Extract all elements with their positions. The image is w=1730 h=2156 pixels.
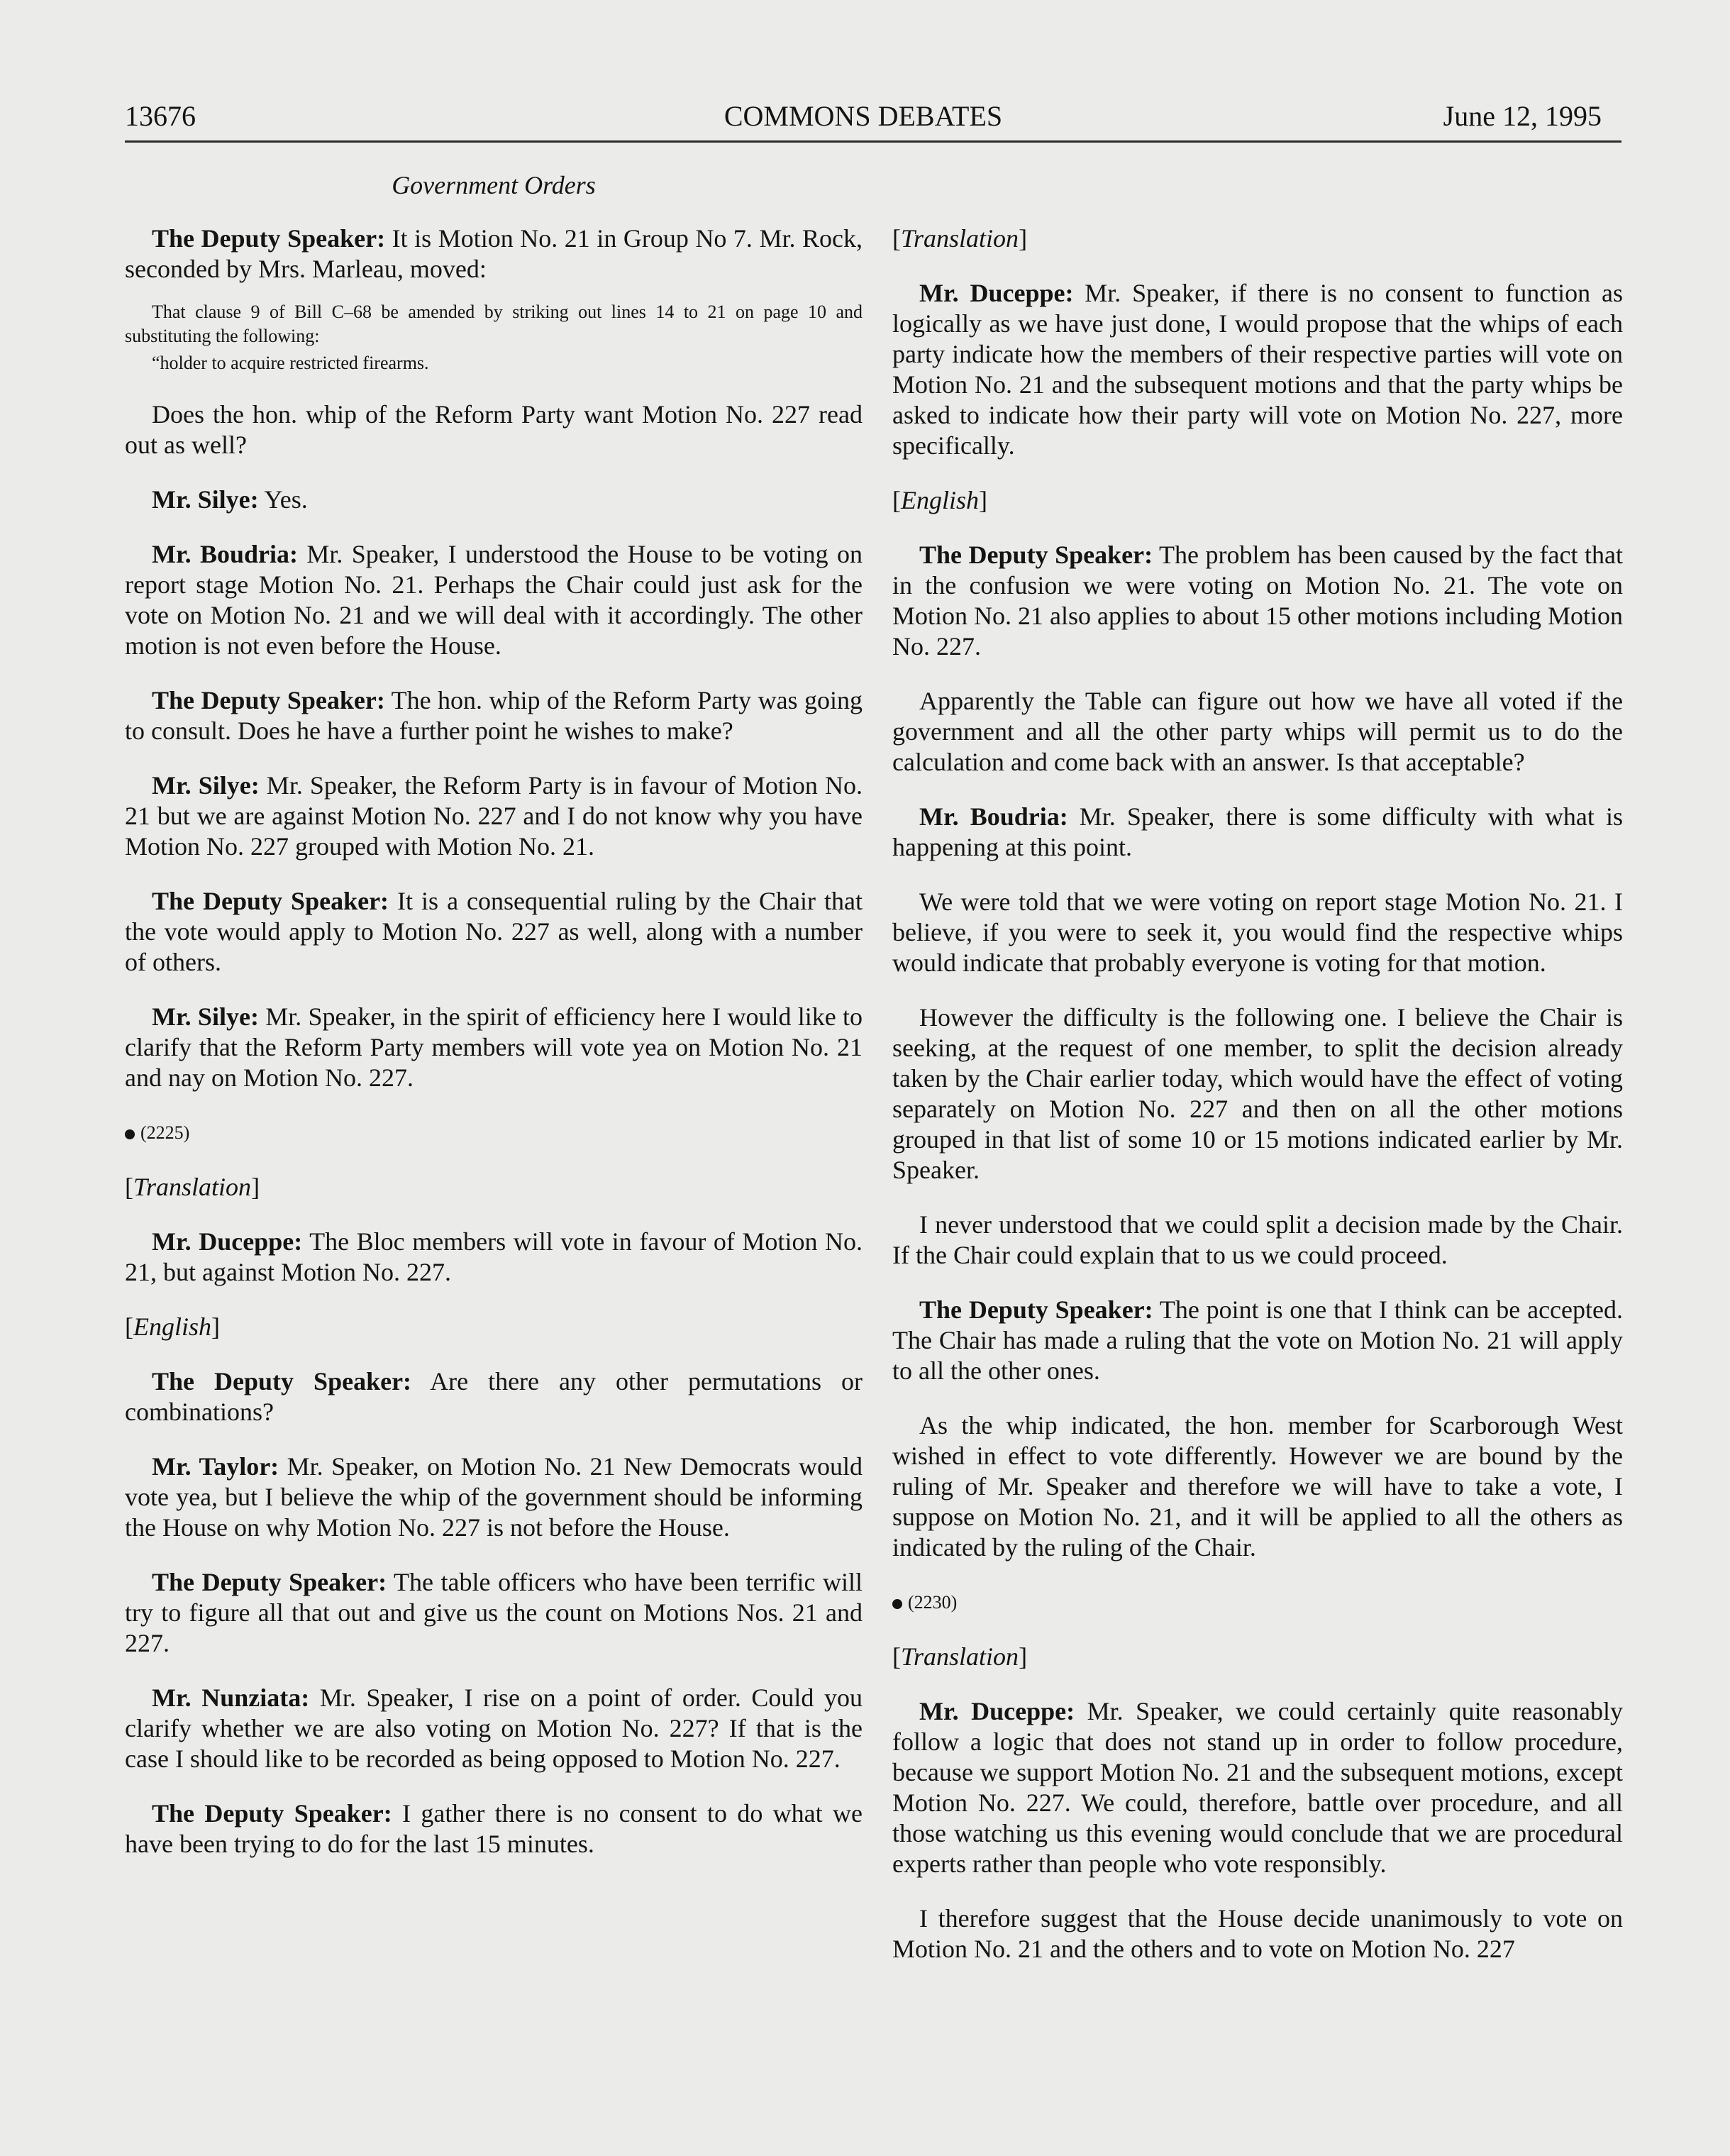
language-tag: [ Translation ]: [892, 1642, 1623, 1672]
speech-text: Mr. Speaker, if there is no consent to function as logically as we have just done, I would propose that the whips of each party indicate how the members of their respective parties will vote on Motion No. 21 and the subsequent motions and that the party whips be asked to indicate how their party will vote on Motion No. 227, more specifically.: [892, 279, 1623, 460]
speech-text: As the whip indicated, the hon. member for Scarborough West wished in effect to vote differently. However we are bound by the ruling of Mr. Speaker and therefore we will have to take a vote, I suppose on Motion No. 21, and it will be applied to all the others as indicated by the ruling of the Chair.: [892, 1411, 1623, 1561]
speaker-name: The Deputy Speaker:: [152, 887, 389, 915]
speaker-name: The Deputy Speaker:: [152, 1799, 392, 1828]
paragraph: [125, 770, 863, 862]
speech-text: However the difficulty is the following one. I believe the Chair is seeking, at the request of one member, to split the decision already taken by the Chair earlier today, which would have the effect of voting separately on Motion No. 227 and then on all the other motions grouped in that list of some 10 or 15 motions indicated earlier by Mr. Speaker.: [892, 1003, 1623, 1184]
paragraph: [125, 399, 863, 460]
timestamp: (2230): [892, 1587, 1623, 1618]
paragraph: [892, 1696, 1623, 1879]
language-tag: [ English ]: [125, 1312, 863, 1342]
speech-text: The problem has been caused by the fact that in the confusion we were voting on Motion No. 21. The vote on Motion No. 21 also applies to about 15 other motions including Motion No. 227.: [892, 541, 1624, 660]
paragraph: [125, 539, 863, 661]
speech-text: The hon. whip of the Reform Party was going to consult. Does he have a further point he wishes to make?: [125, 686, 863, 745]
speaker-name: Mr. Duceppe:: [919, 279, 1074, 307]
speech-text: The Bloc members will vote in favour of Motion No. 21, but against Motion No. 227.: [125, 1227, 863, 1286]
speech-text: Does the hon. whip of the Reform Party want Motion No. 227 read out as well?: [125, 400, 863, 459]
paragraph: [892, 278, 1623, 461]
paragraph: [892, 686, 1623, 778]
page-header: [125, 99, 1602, 139]
paragraph: [892, 1410, 1623, 1563]
speech-text: Mr. Speaker, there is some difficulty with what is happening at this point.: [892, 802, 1623, 861]
speech-text: We were told that we were voting on report stage Motion No. 21. I believe, if you were to seek it, you would find the respective whips would indicate that probably everyone is voting for that motion.: [892, 888, 1623, 977]
publication-title: COMMONS DEBATES: [723, 100, 1003, 132]
speech-text: I never understood that we could split a decision made by the Chair. If the Chair could explain that to us we could proceed.: [892, 1210, 1623, 1269]
paragraph: [125, 1683, 863, 1774]
speech-text: The table officers who have been terrific will try to figure all that out and give us the count on Motions Nos. 21 and 227.: [125, 1568, 863, 1657]
speaker-name: Mr. Silye:: [152, 485, 259, 514]
paragraph: [125, 886, 863, 978]
speaker-name: Mr. Boudria:: [152, 540, 299, 568]
paragraph: [892, 802, 1623, 863]
speech-text: Mr. Speaker, we could certainly quite reasonably follow a logic that does not stand up in order to follow procedure, because we support Motion No. 21 and the subsequent motions, except Motion No. 227. We could, therefore, battle over procedure, and all those watching us this evening would conclude that we are procedural experts rather than people who vote responsibly.: [892, 1697, 1624, 1878]
speaker-name: The Deputy Speaker:: [152, 1367, 412, 1395]
speech-text: Mr. Speaker, the Reform Party is in favour of Motion No. 21 but we are against Motion No. 227 and I do not know why you have Motion No. 227 grouped with Motion No. 21.: [125, 771, 863, 861]
paragraph: [125, 223, 863, 284]
speech-text: Mr. Speaker, I rise on a point of order. Could you clarify whether we are also voting on Motion No. 227? If that is the case I should like to be recorded as being opposed to Motion No. 227.: [125, 1684, 863, 1773]
speech-text: It is a consequential ruling by the Chair that the vote would apply to Motion No. 227 as well, along with a number of others.: [125, 887, 863, 976]
paragraph: [892, 887, 1623, 978]
speech-text: Mr. Speaker, I understood the House to be voting on report stage Motion No. 21. Perhaps the Chair could just ask for the vote on Motion No. 21 and we will deal with it accordingly. The other motion is not even before the House.: [125, 540, 863, 660]
paragraph: [125, 1002, 863, 1093]
right-column: [892, 223, 1623, 1989]
paragraph: [125, 485, 863, 515]
speech-text: Mr. Speaker, on Motion No. 21 New Democrats would vote yea, but I believe the whip of the government should be informing the House on why Motion No. 227 is not before the House.: [125, 1452, 863, 1542]
header-rule: [125, 140, 1621, 143]
timestamp: (2225): [125, 1117, 863, 1148]
speech-text: Mr. Speaker, in the spirit of efficiency here I would like to clarify that the Reform Party members will vote yea on Motion No. 21 and nay on Motion No. 227.: [125, 1002, 863, 1092]
language-tag: [ Translation ]: [892, 223, 1623, 254]
section-title: Government Orders: [392, 171, 596, 199]
speech-text: Yes.: [258, 485, 308, 514]
speaker-name: The Deputy Speaker:: [919, 541, 1153, 569]
speech-text: I gather there is no consent to do what we have been trying to do for the last 15 minutes.: [125, 1799, 863, 1858]
paragraph: [125, 1798, 863, 1859]
left-column: [125, 223, 863, 1884]
page-number: 13676: [125, 100, 196, 132]
language-tag: [ English ]: [892, 485, 1623, 516]
page-date: June 12, 1995: [1443, 100, 1602, 132]
speaker-name: Mr. Taylor:: [152, 1452, 279, 1481]
paragraph: [125, 1452, 863, 1543]
paragraph: [892, 540, 1623, 662]
paragraph: [125, 1366, 863, 1427]
bullet-icon: [892, 1599, 902, 1609]
speech-text: Are there any other permutations or combinations?: [125, 1367, 863, 1426]
speech-text: I therefore suggest that the House decide unanimously to vote on Motion No. 21 and the others and to vote on Motion No. 227: [892, 1904, 1623, 1963]
paragraph: [125, 685, 863, 746]
paragraph: [892, 1903, 1623, 1964]
paragraph: [125, 1567, 863, 1659]
speaker-name: The Deputy Speaker:: [152, 1568, 387, 1596]
speaker-name: Mr. Duceppe:: [152, 1227, 303, 1256]
language-tag: [ Translation ]: [125, 1172, 863, 1203]
speaker-name: Mr. Silye:: [152, 1002, 259, 1031]
paragraph: [892, 1295, 1623, 1386]
speaker-name: Mr. Nunziata:: [152, 1684, 310, 1712]
speaker-name: The Deputy Speaker:: [152, 686, 385, 714]
speech-text: The point is one that I think can be accepted. The Chair has made a ruling that the vote on Motion No. 21 will apply to all the other ones.: [892, 1295, 1623, 1385]
speaker-name: Mr. Silye:: [152, 771, 260, 800]
speaker-name: The Deputy Speaker:: [919, 1295, 1153, 1324]
motion-quote: “holder to acquire restricted firearms.: [152, 353, 429, 373]
speech-text: Apparently the Table can figure out how we have all voted if the government and all the other party whips will permit us to do the calculation and come back with an answer. Is that acceptable?: [892, 687, 1623, 776]
motion-quote: That clause 9 of Bill C–68 be amended by striking out lines 14 to 21 on page 10 and substituting the following:: [125, 302, 863, 346]
speech-text: It is Motion No. 21 in Group No 7. Mr. Rock, seconded by Mrs. Marleau, moved:: [125, 224, 863, 283]
paragraph: [892, 1210, 1623, 1271]
paragraph: [892, 1002, 1623, 1185]
speaker-name: Mr. Boudria:: [919, 802, 1068, 831]
speaker-name: The Deputy Speaker:: [152, 224, 386, 253]
paragraph: [125, 1227, 863, 1288]
speaker-name: Mr. Duceppe:: [919, 1697, 1075, 1725]
bullet-icon: [125, 1129, 135, 1139]
